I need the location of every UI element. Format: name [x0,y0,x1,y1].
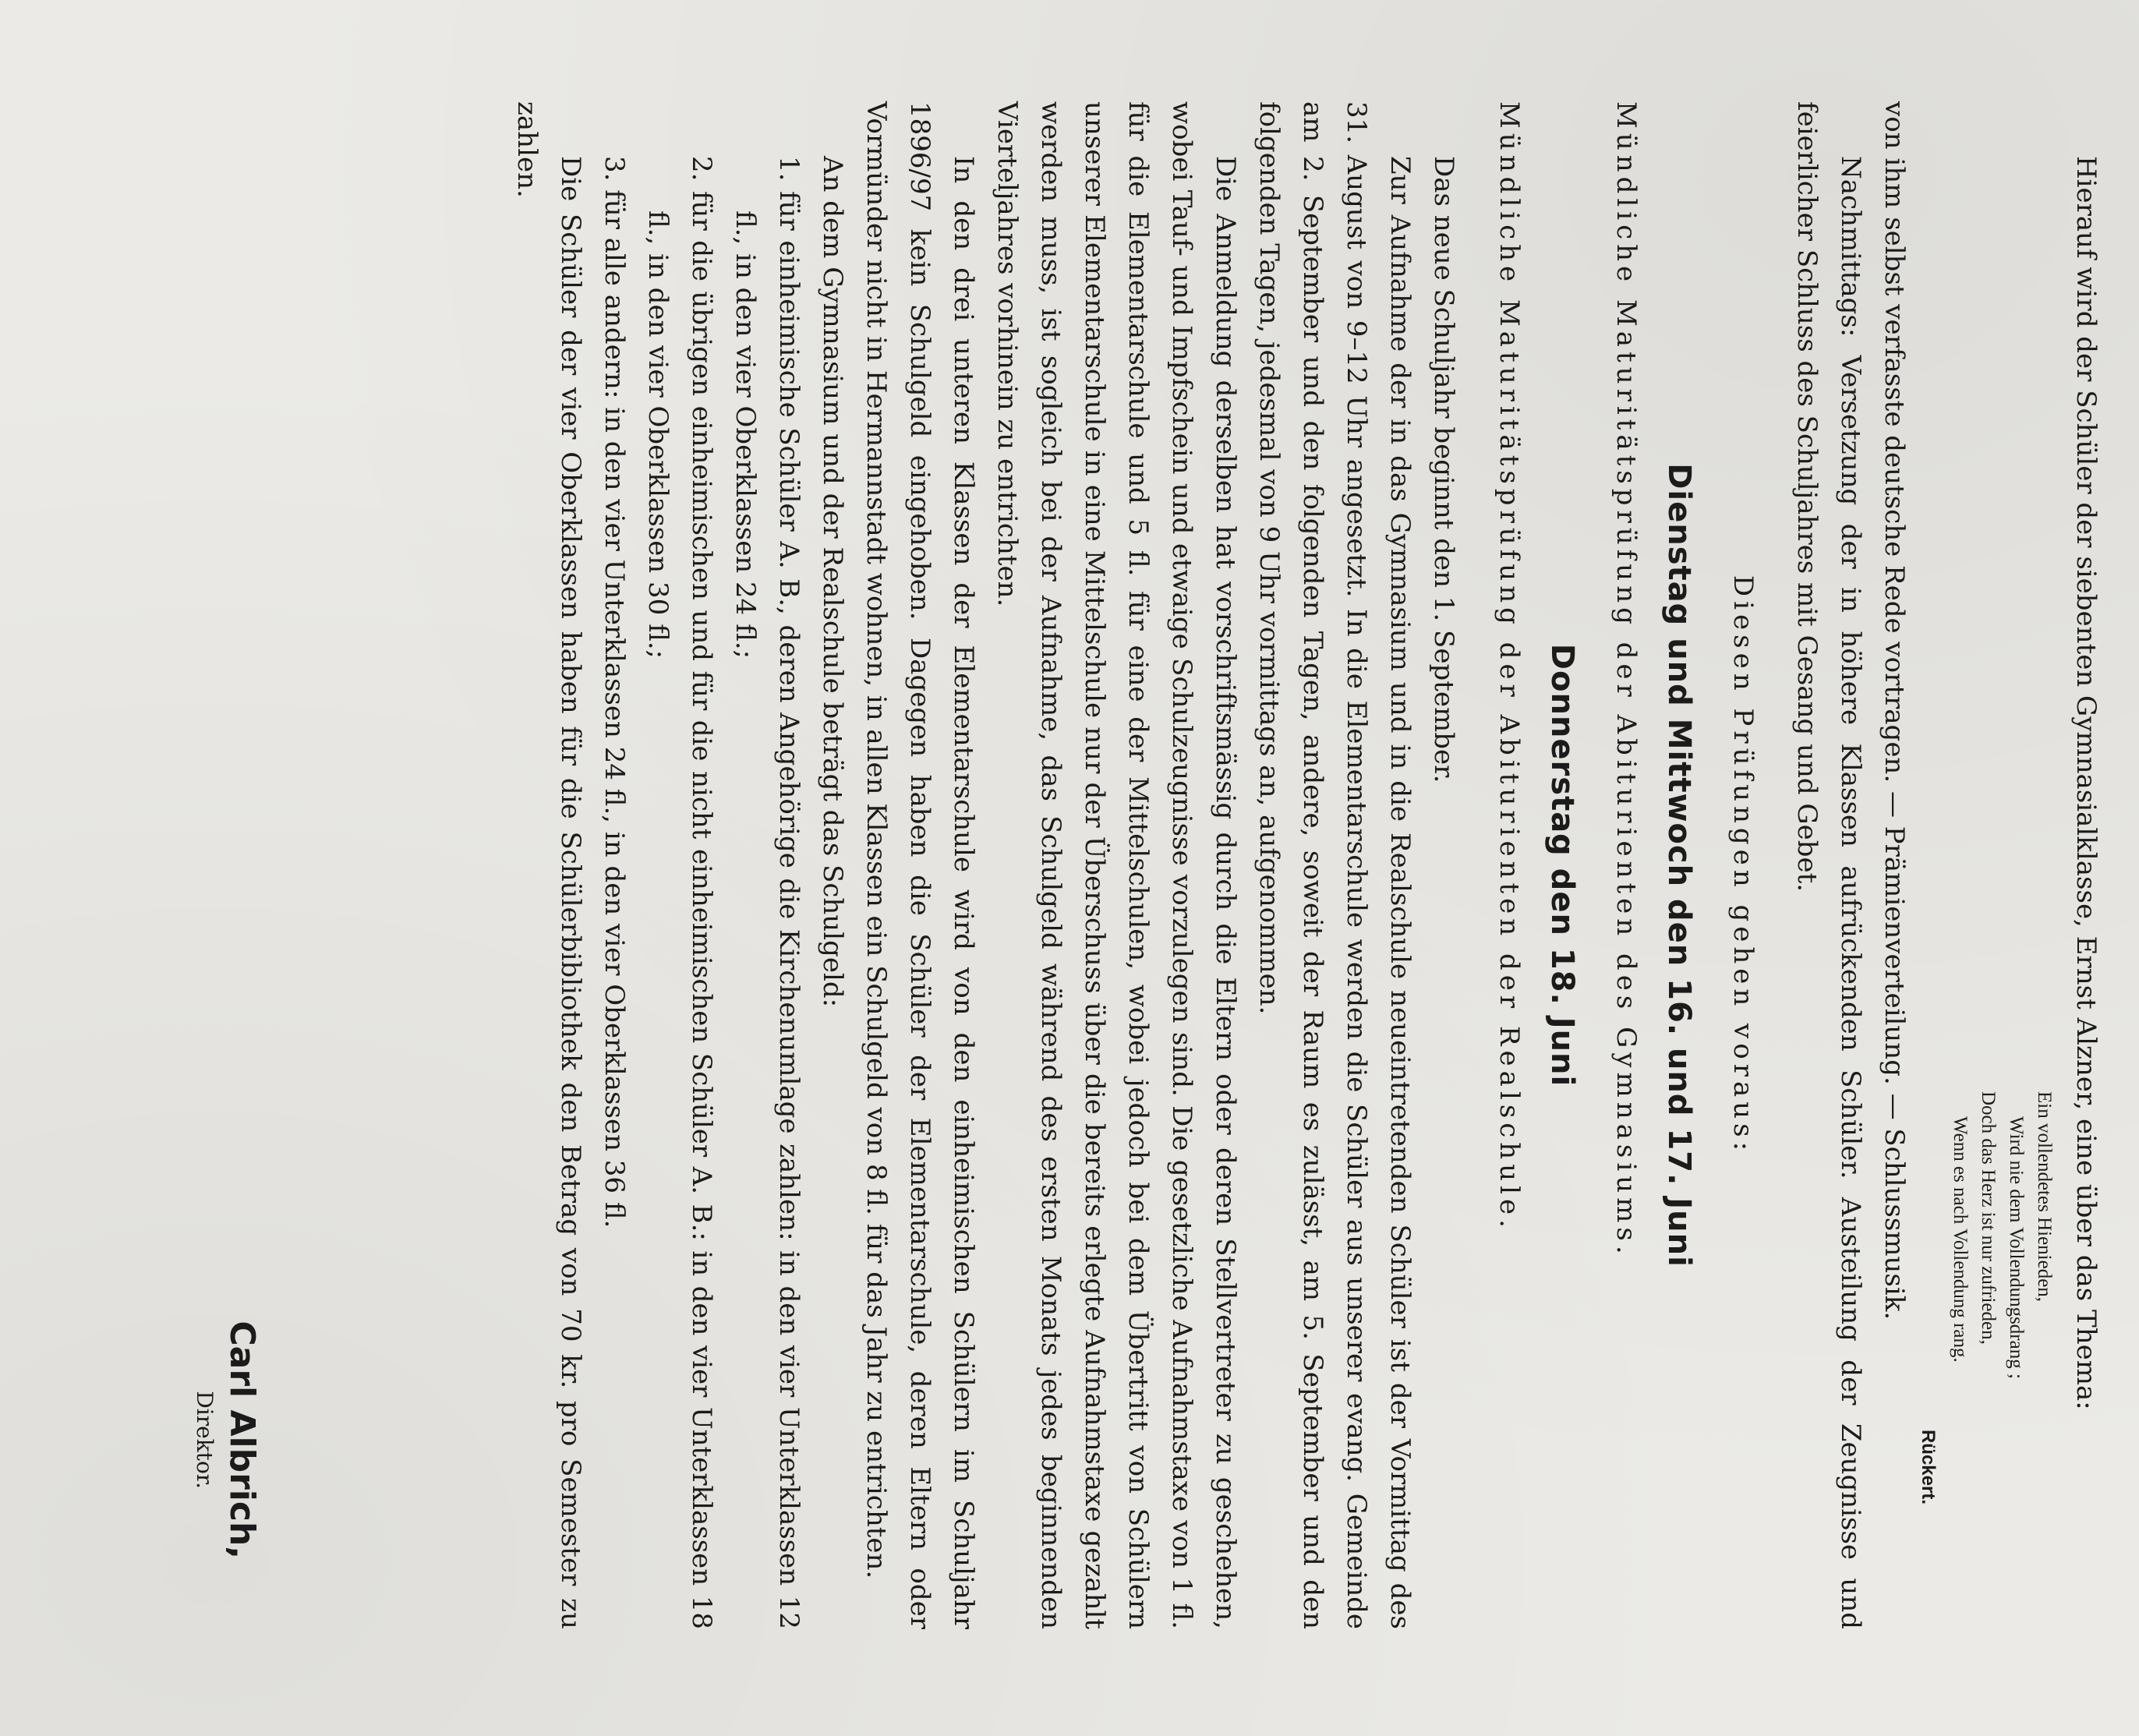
rotated-document-page [143,55,2108,1676]
poem-line: Ein vollendetes Hienieden, [2034,1091,2055,1303]
registration-paragraph: Die Anmeldung derselben hat vorschriftsmässig durch die Eltern oder deren Stellvertreter zu geschehen, wobei Tauf- und Impfschein und etwaige Schulzeugnisse vorzulegen sind. Die gesetzliche Aufnahmstaxe von 1 fl. für die Elementarschule und 5 fl. für eine der Mittelschulen, wobei jedoch bei dem Übertritt von Schülern unserer Elementarschule in eine Mittelschule nur der Überschuss über die bereits erlegte Aufnahmstaxe gezahlt werden muss, ist sogleich bei der Aufnahme, das Schulgeld während des ersten Monats jedes beginnenden Vierteljahres vorhinein zu entrichten. [992,101,1241,1629]
poem-author: Rückert. [1918,1429,1939,1504]
exam-description-2: Mündliche Maturitätsprüfung der Abiturienten der Realschule. [1494,101,1525,1232]
speech-paragraph: von ihm selbst verfasste deutsche Rede vortragen. — Prämienverteilung. — Schlussmusik. [1879,101,1910,1321]
gymnasium-fees-paragraph: An dem Gymnasium und der Realschule beträgt das Schulgeld: [817,156,848,1008]
poem-line: Wird nie dem Vollendungsdrang ; [2006,1116,2027,1379]
library-paragraph: Die Schüler der vier Oberklassen haben für die Schülerbibliothek den Betrag von 70 kr. pro Semester zu zahlen. [511,101,586,1629]
pre-exam-note: Diesen Prüfungen gehen voraus: [1727,575,1759,1156]
poem-line: Doch das Herz ist nur zufrieden, [1978,1091,1999,1345]
document-body [143,55,2108,1676]
schoolyear-paragraph: Das neue Schuljahr beginnt den 1. September. [1428,156,1459,783]
poem-quote [1946,1091,2058,1629]
afternoon-paragraph: Nachmittags: Versetzung der in höhere Klassen aufrückenden Schüler. Austeilung der Zeugnisse und feierlicher Schluss des Schuljahres mit Gesang und Gebet. [1791,101,1866,1629]
exam-date-heading-2: Donnerstag den 18. Juni [1544,643,1580,1087]
signature-title: Direktor. [192,1391,217,1490]
poem-line: Wenn es nach Vollendung rang. [1950,1116,1971,1363]
exam-date-heading-1: Dienstag und Mittwoch den 16. und 17. Juni [1661,463,1697,1268]
exam-description-1: Mündliche Maturitätsprüfung der Abiturienten des Gymnasiums. [1610,101,1642,1259]
fee-list-item: 2. für die übrigen einheimischen und für die nicht einheimischen Schüler A. B.: in den vier Unterklassen 18 fl., in den vier Oberklassen 30 fl.; [642,156,717,1629]
intro-paragraph: Hierauf wird der Schüler der siebenten Gymnasialklasse, Ernst Alzner, eine über das Thema: [2070,156,2102,1410]
admission-paragraph: Zur Aufnahme der in das Gymnasium und in die Realschule neueintretenden Schüler ist der Vormittag des 31. August von 9–12 Uhr angesetzt. In die Elementarschule werden die Schüler aus unserer evang. Gemeinde am 2. September und den folgenden Tagen, andere, soweit der Raum es zulässt, am 5. September und den folgenden Tagen, jedesmal von 9 Uhr vormittags an, aufgenommen. [1253,101,1416,1629]
signature-block [190,1321,265,1559]
signature-name: Carl Albrich, [222,1321,262,1559]
fee-list-item: 3. für alle andern: in den vier Unterklassen 24 fl., in den vier Oberklassen 36 fl. [599,156,630,1229]
fees-paragraph: In den drei unteren Klassen der Elementarschule wird von den einheimischen Schülern im Schuljahr 1896/97 kein Schulgeld eingehoben. Dagegen haben die Schüler der Elementarschule, deren Eltern oder Vormünder nicht in Hermannstadt wohnen, in allen Klassen ein Schulgeld von 8 fl. für das Jahr zu entrichten. [861,101,979,1629]
fee-list-item: 1. für einheimische Schüler A. B., deren Angehörige die Kirchenumlage zahlen: in den vier Unterklassen 12 fl., in den vier Oberklassen 24 fl.; [730,156,804,1629]
